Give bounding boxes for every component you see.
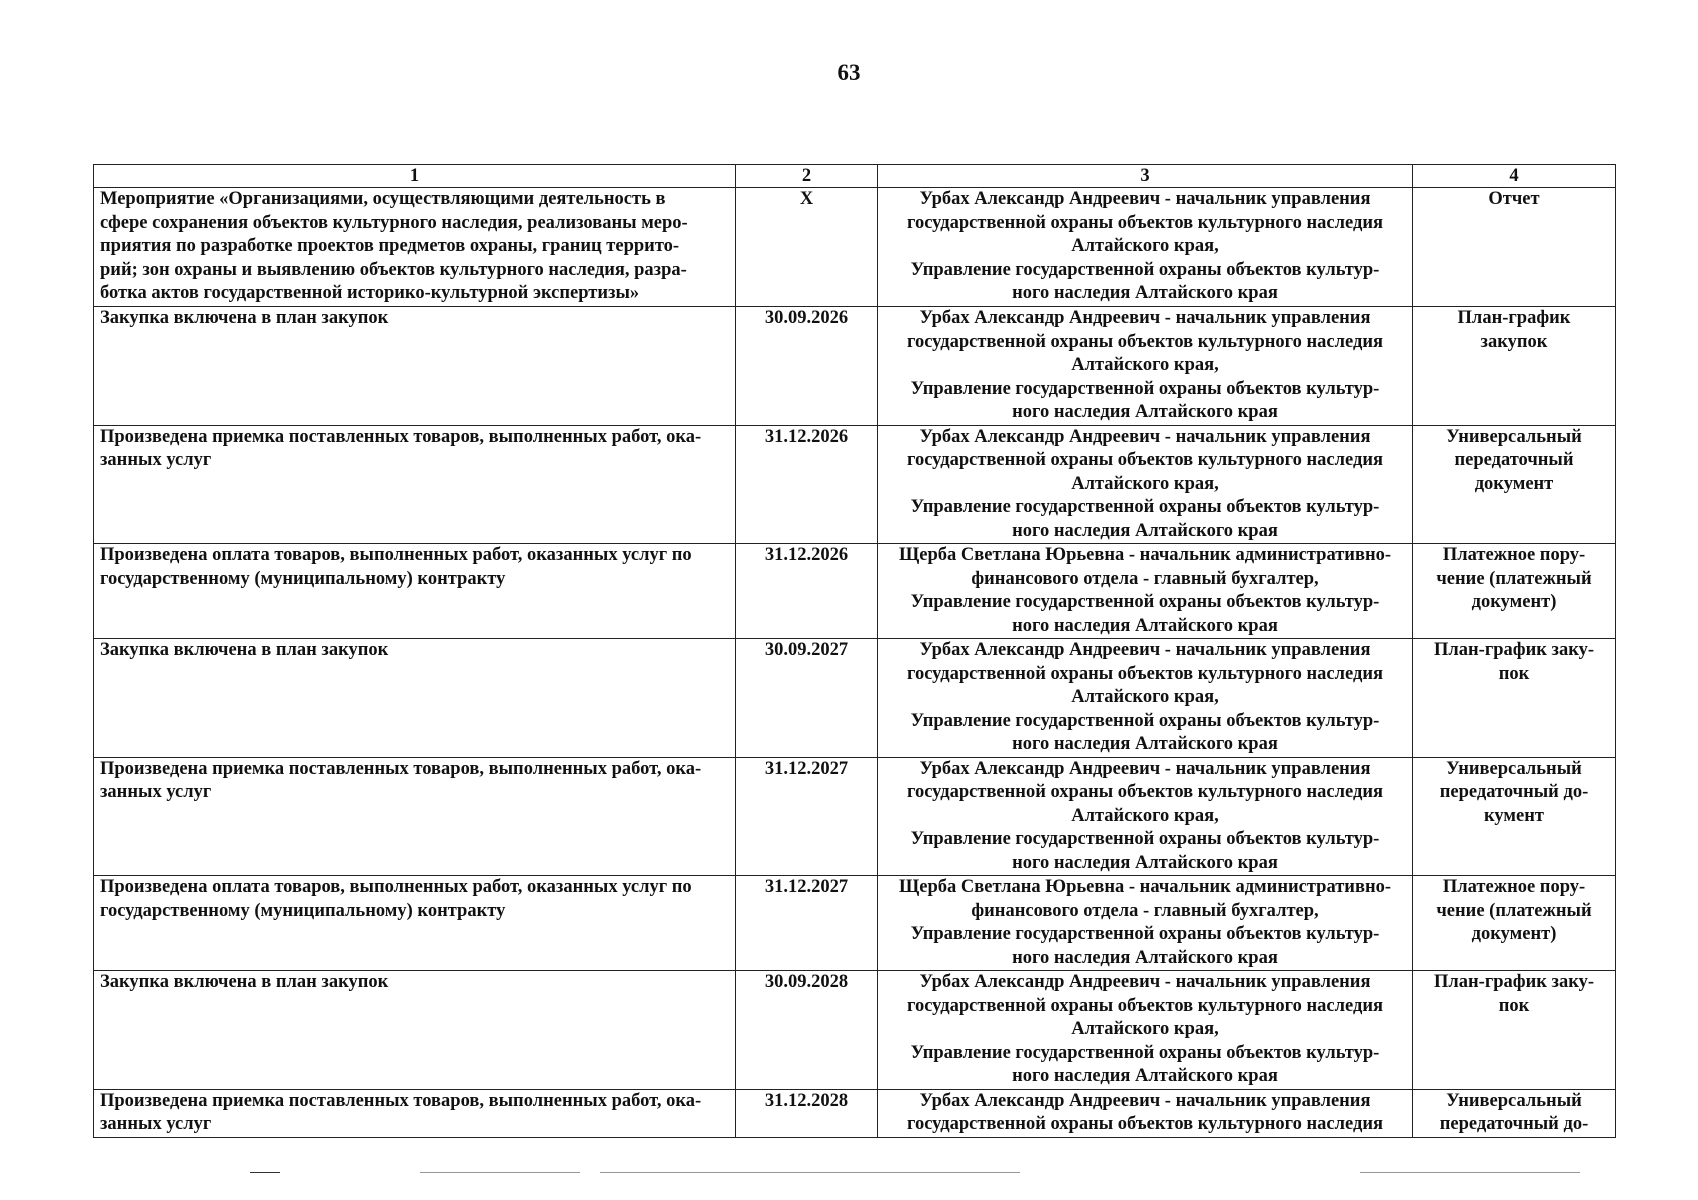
table-row <box>94 544 1616 639</box>
cell-c1 <box>94 1089 736 1137</box>
cell-text: 30.09.2028 <box>764 972 849 992</box>
cell-line: Произведена приемка поставленных товаров, выполненных работ, ока- <box>100 758 702 779</box>
table-row <box>94 876 1616 971</box>
cell-c1 <box>94 971 736 1090</box>
cell-line: План-график <box>1457 308 1571 328</box>
cell-c2 <box>736 757 878 876</box>
cell-c3 <box>878 307 1413 426</box>
cell-line: документ <box>1474 473 1554 494</box>
cell-line: Управление государственной охраны объектов культур- <box>910 259 1380 280</box>
cell-c3 <box>878 757 1413 876</box>
cell-line: Урбах Александр Андреевич - начальник управления <box>919 308 1371 328</box>
cell-line: Алтайского края, <box>1071 236 1219 256</box>
cell-line: государственной охраны объектов культурного наследия <box>907 212 1383 233</box>
cell-c3 <box>878 544 1413 639</box>
cell-line: ного наследия Алтайского края <box>1012 402 1278 422</box>
column-header-3: 3 <box>878 165 1413 188</box>
cell-text: 30.09.2026 <box>764 308 849 328</box>
cell-line: Управление государственной охраны объектов культур- <box>910 1042 1380 1063</box>
cell-line: Универсальный <box>1446 1090 1582 1111</box>
cell-line: Алтайского края, <box>1071 355 1219 375</box>
cell-line: Алтайского края, <box>1071 805 1219 826</box>
cell-line: ботка актов государственной историко-культурной экспертизы» <box>100 283 640 303</box>
cell-line: Урбах Александр Андреевич - начальник управления <box>919 758 1371 779</box>
page-number: 63 <box>837 60 861 85</box>
cell-c3 <box>878 188 1413 307</box>
cell-line: занных услуг <box>100 450 212 470</box>
cell-line: Управление государственной охраны объектов культур- <box>910 710 1380 731</box>
table-row <box>94 639 1616 758</box>
cell-line: Произведена приемка поставленных товаров, выполненных работ, ока- <box>100 1090 702 1111</box>
cell-line: Урбах Александр Андреевич - начальник управления <box>919 972 1371 992</box>
column-header-1: 1 <box>94 165 736 188</box>
cell-line: документ) <box>1471 924 1557 944</box>
cell-line: Отчет <box>1488 189 1540 209</box>
cell-c2 <box>736 188 878 307</box>
column-header-2: 2 <box>736 165 878 188</box>
cell-line: государственному (муниципальному) контракту <box>100 900 506 921</box>
cell-line: государственному (муниципальному) контракту <box>100 568 506 589</box>
cell-c3 <box>878 639 1413 758</box>
cell-line: Платежное пору- <box>1442 545 1586 565</box>
cell-text: 31.12.2027 <box>764 877 849 897</box>
cell-c4 <box>1413 188 1616 307</box>
cell-line: государственной охраны объектов культурного наследия <box>907 450 1383 470</box>
cell-line: занных услуг <box>100 1114 212 1134</box>
document-table <box>93 164 1616 1138</box>
cell-line: Урбах Александр Андреевич - начальник управления <box>919 189 1371 209</box>
cell-line: Щерба Светлана Юрьевна - начальник административно- <box>898 545 1392 565</box>
cell-c4 <box>1413 876 1616 971</box>
cell-line: План-график заку- <box>1433 640 1594 660</box>
cell-line: Закупка включена в план закупок <box>100 308 389 328</box>
cell-line: ного наследия Алтайского края <box>1012 1066 1278 1086</box>
table-body <box>94 188 1616 1138</box>
cell-text: X <box>799 189 814 209</box>
cell-c1 <box>94 639 736 758</box>
scan-edge-marks <box>0 1172 1698 1178</box>
cell-line: государственной охраны объектов культурного наследия <box>907 995 1383 1016</box>
cell-line: Произведена оплата товаров, выполненных работ, оказанных услуг по <box>100 545 692 565</box>
cell-c3 <box>878 971 1413 1090</box>
cell-line: Управление государственной охраны объектов культур- <box>910 829 1380 849</box>
cell-line: государственной охраны объектов культурного наследия <box>907 331 1383 352</box>
cell-c4 <box>1413 544 1616 639</box>
cell-line: Щерба Светлана Юрьевна - начальник административно- <box>898 877 1392 897</box>
cell-text: 30.09.2027 <box>764 640 849 660</box>
cell-line: Произведена оплата товаров, выполненных работ, оказанных услуг по <box>100 877 692 897</box>
cell-line: Урбах Александр Андреевич - начальник управления <box>919 426 1371 447</box>
table-row <box>94 188 1616 307</box>
cell-line: ного наследия Алтайского края <box>1012 615 1278 636</box>
cell-line: передаточный до- <box>1439 782 1589 802</box>
cell-line: Закупка включена в план закупок <box>100 972 389 992</box>
cell-line: чение (платежный <box>1436 568 1592 589</box>
cell-line: Алтайского края, <box>1071 1019 1219 1039</box>
cell-line: Управление государственной охраны объектов культур- <box>910 592 1380 612</box>
cell-line: Алтайского края, <box>1071 473 1219 494</box>
cell-c3 <box>878 876 1413 971</box>
cell-line: финансового отдела - главный бухгалтер, <box>971 568 1319 589</box>
cell-text: 31.12.2028 <box>764 1090 849 1111</box>
cell-c1 <box>94 188 736 307</box>
table-row <box>94 971 1616 1090</box>
table-header-row <box>94 165 1616 188</box>
cell-line: кумент <box>1484 805 1544 826</box>
cell-line: передаточный <box>1454 450 1574 470</box>
cell-c2 <box>736 425 878 544</box>
cell-text: 31.12.2026 <box>764 545 849 565</box>
cell-line: государственной охраны объектов культурного наследия <box>907 1114 1383 1134</box>
cell-line: государственной охраны объектов культурного наследия <box>907 663 1383 684</box>
cell-line: ного наследия Алтайского края <box>1012 283 1278 303</box>
cell-line: сфере сохранения объектов культурного наследия, реализованы меро- <box>100 212 688 233</box>
table-row <box>94 1089 1616 1137</box>
cell-line: занных услуг <box>100 782 212 802</box>
cell-text: 31.12.2026 <box>764 426 849 447</box>
table-row <box>94 307 1616 426</box>
cell-c1 <box>94 425 736 544</box>
cell-line: передаточный до- <box>1439 1114 1589 1134</box>
cell-line: документ) <box>1471 592 1557 612</box>
cell-c2 <box>736 876 878 971</box>
cell-c4 <box>1413 757 1616 876</box>
cell-c3 <box>878 425 1413 544</box>
cell-line: Мероприятие «Организациями, осуществляющими деятельность в <box>100 189 666 209</box>
cell-c2 <box>736 544 878 639</box>
cell-c4 <box>1413 425 1616 544</box>
cell-line: рий; зон охраны и выявлению объектов культурного наследия, разра- <box>100 259 687 280</box>
cell-c2 <box>736 1089 878 1137</box>
cell-line: Управление государственной охраны объектов культур- <box>910 497 1380 517</box>
cell-line: чение (платежный <box>1436 900 1592 921</box>
column-header-4: 4 <box>1413 165 1616 188</box>
cell-line: государственной охраны объектов культурного наследия <box>907 782 1383 802</box>
cell-line: Алтайского края, <box>1071 687 1219 707</box>
cell-c4 <box>1413 1089 1616 1137</box>
cell-text: 31.12.2027 <box>764 758 849 779</box>
cell-c1 <box>94 876 736 971</box>
cell-line: Управление государственной охраны объектов культур- <box>910 924 1380 944</box>
cell-line: ного наследия Алтайского края <box>1012 734 1278 754</box>
cell-line: пок <box>1498 663 1530 684</box>
cell-line: Управление государственной охраны объектов культур- <box>910 378 1380 399</box>
cell-c4 <box>1413 639 1616 758</box>
cell-c2 <box>736 971 878 1090</box>
table-row <box>94 425 1616 544</box>
cell-line: Произведена приемка поставленных товаров, выполненных работ, ока- <box>100 426 702 447</box>
cell-c2 <box>736 639 878 758</box>
cell-c4 <box>1413 971 1616 1090</box>
cell-c3 <box>878 1089 1413 1137</box>
cell-line: ного наследия Алтайского края <box>1012 520 1278 541</box>
cell-c1 <box>94 544 736 639</box>
cell-c1 <box>94 307 736 426</box>
cell-line: Универсальный <box>1446 758 1582 779</box>
cell-line: План-график заку- <box>1433 972 1594 992</box>
cell-c1 <box>94 757 736 876</box>
cell-line: Закупка включена в план закупок <box>100 640 389 660</box>
cell-line: Платежное пору- <box>1442 877 1586 897</box>
cell-line: ного наследия Алтайского края <box>1012 852 1278 873</box>
table-row <box>94 757 1616 876</box>
cell-c4 <box>1413 307 1616 426</box>
cell-line: пок <box>1498 995 1530 1016</box>
cell-line: Урбах Александр Андреевич - начальник управления <box>919 1090 1371 1111</box>
cell-line: приятия по разработке проектов предметов охраны, границ террито- <box>100 236 680 256</box>
cell-line: финансового отдела - главный бухгалтер, <box>971 900 1319 921</box>
cell-line: ного наследия Алтайского края <box>1012 947 1278 968</box>
cell-c2 <box>736 307 878 426</box>
cell-line: Универсальный <box>1446 426 1582 447</box>
cell-line: закупок <box>1480 331 1548 352</box>
cell-line: Урбах Александр Андреевич - начальник управления <box>919 640 1371 660</box>
